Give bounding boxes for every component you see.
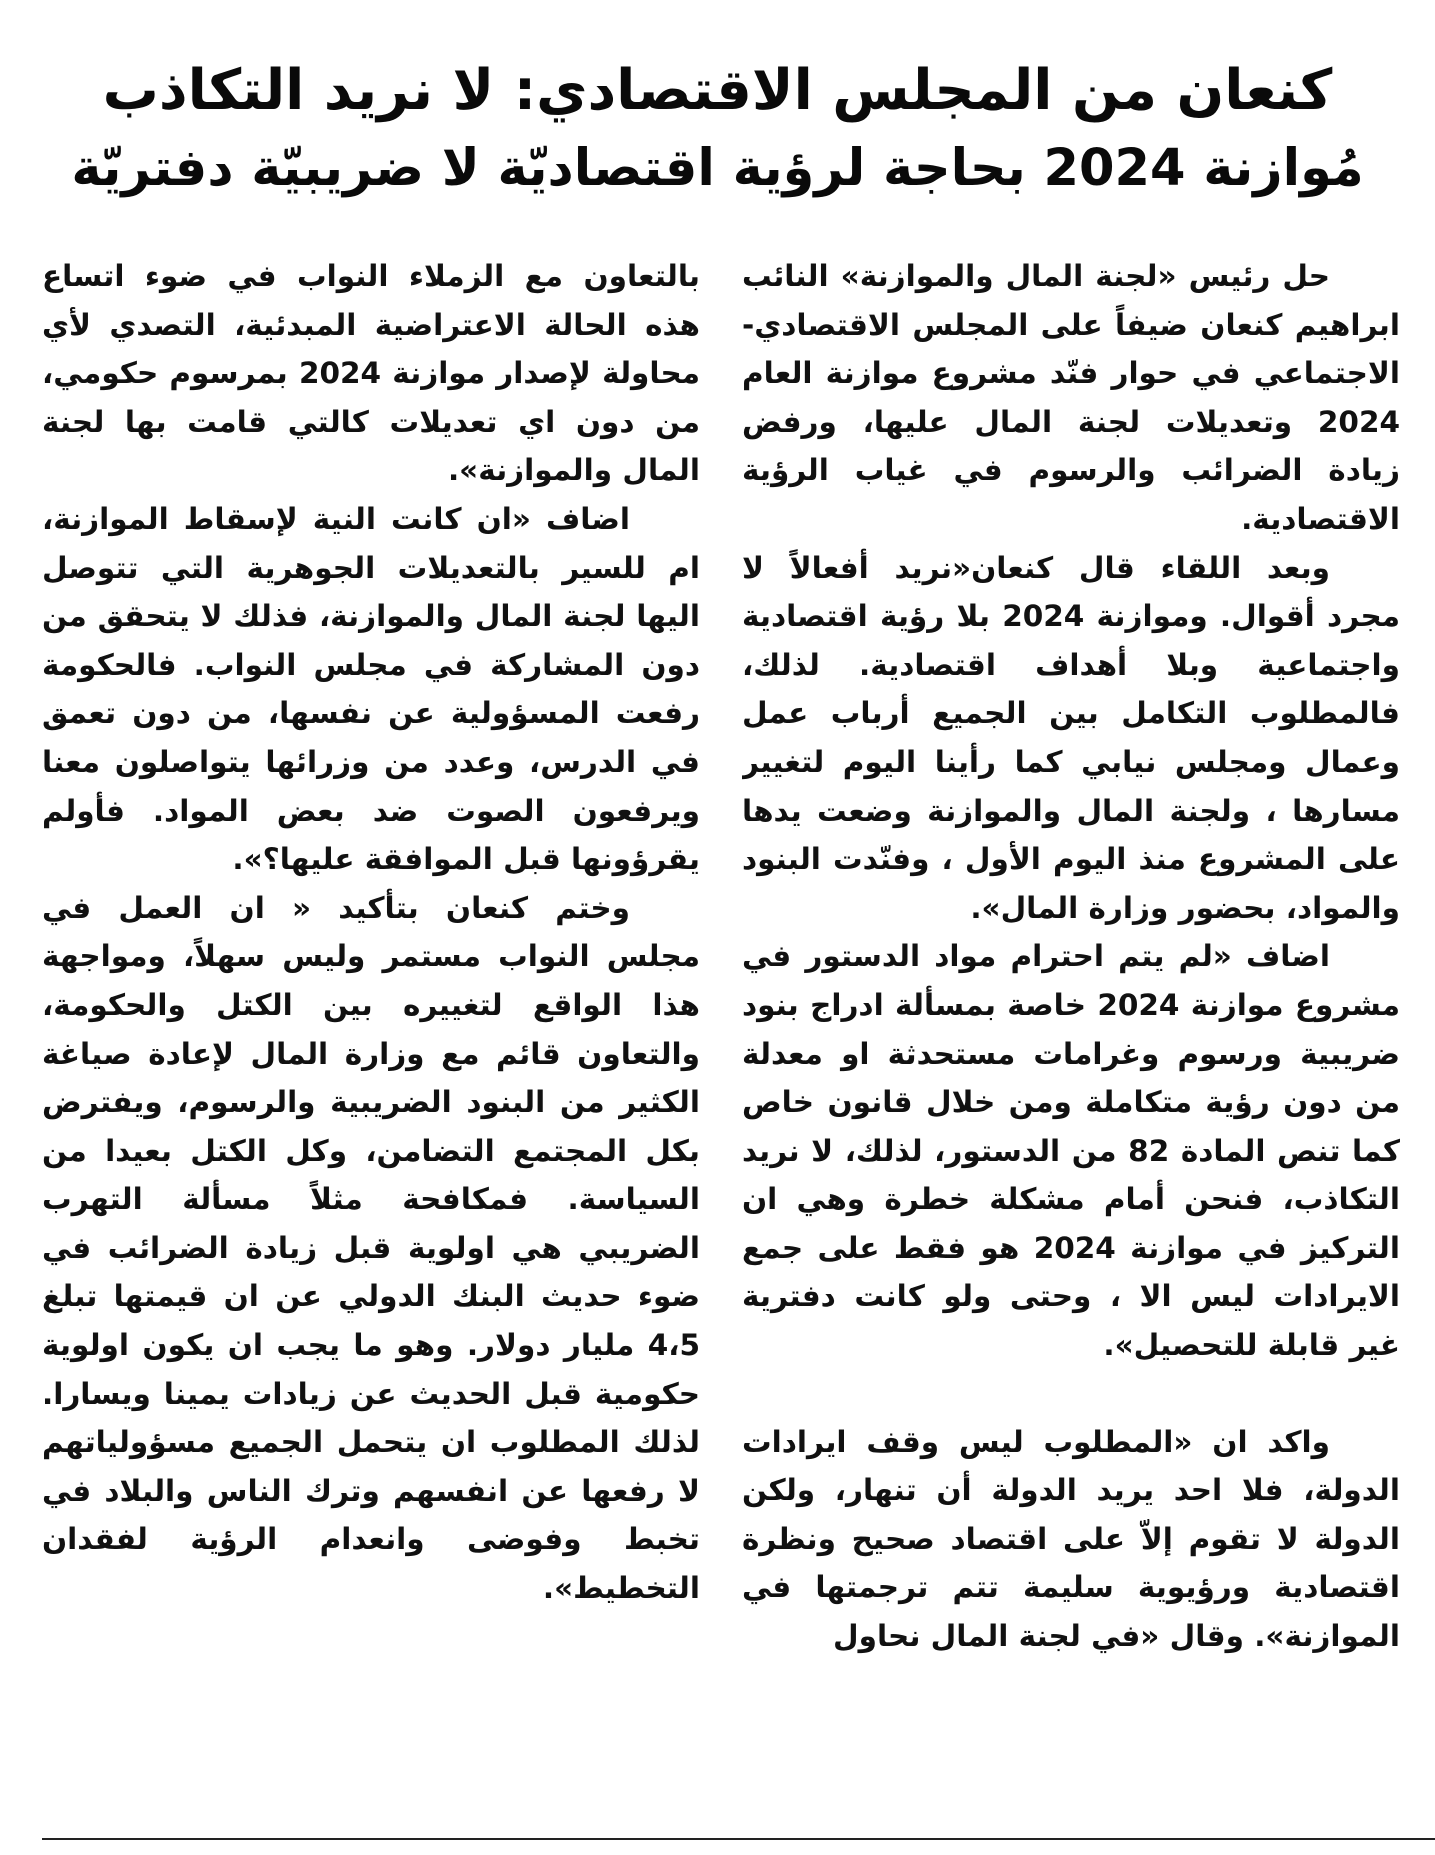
column-left: [42, 252, 700, 1807]
paragraph-intro: حل رئيس «لجنة المال والموازنة» النائب ابراهيم كنعان ضيفاً على المجلس الاقتصادي- الاجتماعي في حوار فنّد مشروع موازنة العام 2024 وتعديلات لجنة المال عليها، ورفض زيادة الضرائب والرسوم في غياب الرؤية الاقتصادية.: [742, 259, 1400, 536]
column-right: [742, 252, 1400, 1807]
headline: [60, 52, 1375, 208]
paragraph-kanaan-statement: وبعد اللقاء قال كنعان«نريد أفعالاً لا مجرد أقوال. وموازنة 2024 بلا رؤية اقتصادية واجتماعية وبلا أهداف اقتصادية. لذلك، فالمطلوب التكامل بين الجميع أرباب عمل وعمال ومجلس نيابي كما رأينا اليوم لتغيير مسارها ، ولجنة المال والموازنة وضعت يدها على المشروع منذ اليوم الأول ، وفنّدت البنود والمواد، بحضور وزارة المال».: [742, 550, 1400, 925]
paragraph-state-revenues: واكد ان «المطلوب ليس وقف ايرادات الدولة، فلا احد يريد الدولة أن تنهار، ولكن الدولة لا تقوم إلاّ على اقتصاد صحيح ونظرة اقتصادية ورؤيوية سليمة تتم ترجمتها في الموازنة». وقال «في لجنة المال نحاول: [742, 1424, 1400, 1654]
paragraph-constitution: اضاف «لم يتم احترام مواد الدستور في مشروع موازنة 2024 خاصة بمسألة ادراج بنود ضريبية ورسوم وغرامات مستحدثة او معدلة من دون رؤية متكاملة ومن خلال قانون خاص كما تنص المادة 82 من الدستور، لذلك، لا نريد التكاذب، فنحن أمام مشكلة خطرة وهي ان التركيز في موازنة 2024 هو فقط على جمع الايرادات ليس الا ، وحتى ولو كانت دفترية غير قابلة للتحصيل».: [742, 939, 1400, 1363]
paragraph-continuation: بالتعاون مع الزملاء النواب في ضوء اتساع هذه الحالة الاعتراضية المبدئية، التصدي لأي محاولة لإصدار موازنة 2024 بمرسوم حكومي، من دون اي تعديلات كالتي قامت بها لجنة المال والموازنة».: [42, 259, 700, 488]
headline-line-1: كنعان من المجلس الاقتصادي: لا نريد التكاذب: [102, 58, 1333, 123]
paragraph-conclusion: وختم كنعان بتأكيد « ان العمل في مجلس النواب مستمر وليس سهلاً، ومواجهة هذا الواقع لتغييره بين الكتل والحكومة، والتعاون قائم مع وزارة المال لإعادة صياغة الكثير من البنود الضريبية والرسوم، ويفترض بكل المجتمع التضامن، وكل الكتل بعيدا من السياسة. فمكافحة مثلاً مسألة التهرب الضريبي هي اولوية قبل زيادة الضرائب في ضوء حديث البنك الدولي عن ان قيمتها تبلغ 4،5 مليار دولار. وهو ما يجب ان يكون اولوية حكومية قبل الحديث عن زيادات يمينا ويسارا. لذلك المطلوب ان يتحمل الجميع مسؤولياتهم لا رفعها عن انفسهم وترك الناس والبلاد في تخبط وفوضى وانعدام الرؤية لفقدان التخطيط».: [42, 890, 700, 1606]
bottom-divider: [42, 1838, 1435, 1840]
paragraph-budget-amendments: اضاف «ان كانت النية لإسقاط الموازنة، ام للسير بالتعديلات الجوهرية التي تتوصل اليها لجنة المال والموازنة، فذلك لا يتحقق من دون المشاركة في مجلس النواب. فالحكومة رفعت المسؤولية عن نفسها، من دون تعمق في الدرس، وعدد من وزرائها يتواصلون معنا ويرفعون الصوت ضد بعض المواد. فأولم يقرؤونها قبل الموافقة عليها؟».: [42, 501, 700, 877]
article-body: [42, 252, 1400, 1807]
headline-line-2: مُوازنة 2024 بحاجة لرؤية اقتصاديّة لا ضريبيّة دفتريّة: [71, 139, 1364, 198]
